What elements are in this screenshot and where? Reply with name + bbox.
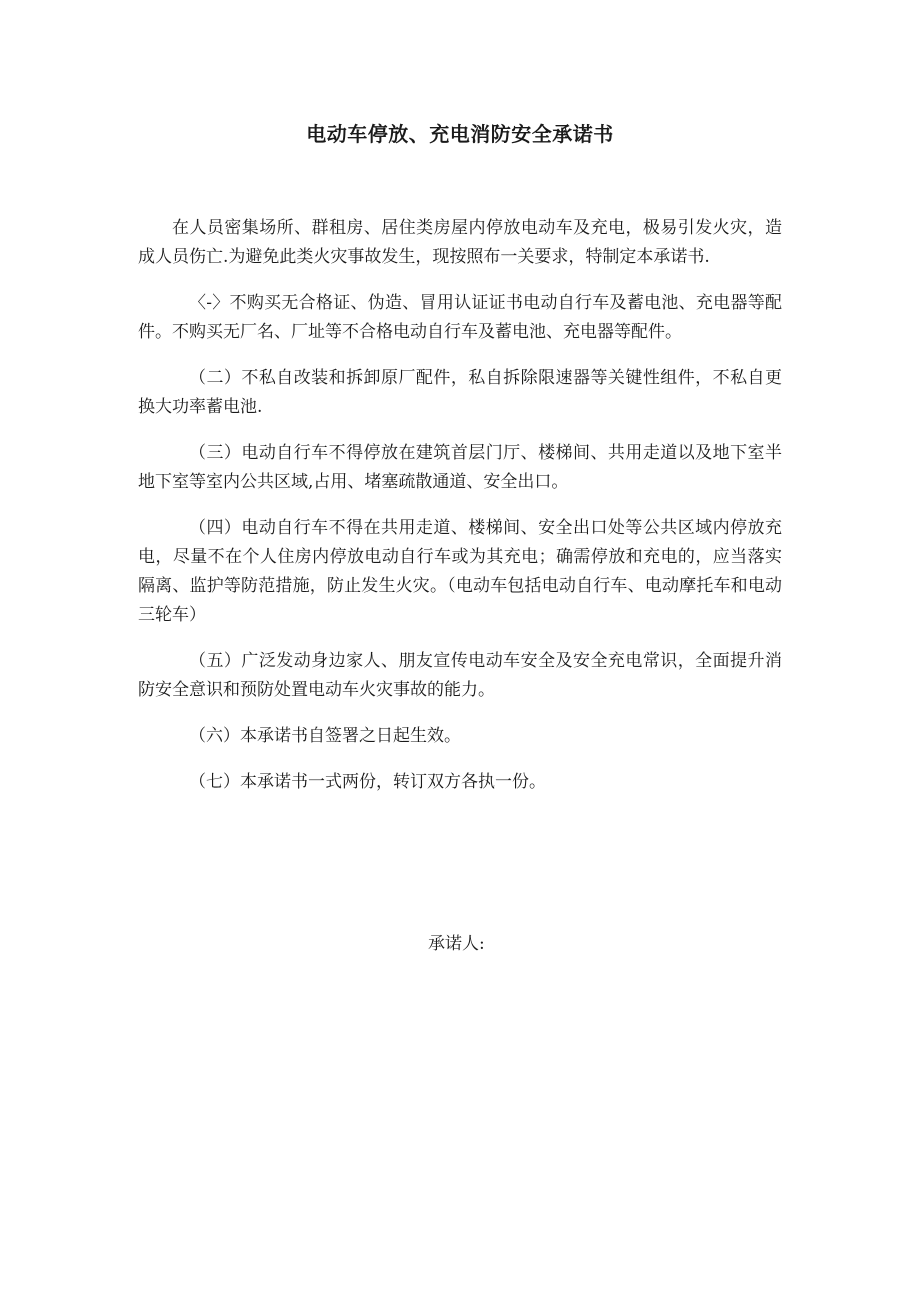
- clause-1: 〈-〉不购买无合格证、伪造、冒用认证证书电动自行车及蓄电池、充电器等配件。不购买无厂名、厂址等不合格电动自行车及蓄电池、充电器等配件。: [138, 293, 782, 342]
- clause-4: （四）电动自行车不得在共用走道、楼梯间、安全出口处等公共区域内停放充电，尽量不在个人住房内停放电动自行车或为其充电；确需停放和充电的，应当落实隔离、监护等防范措施，防止发生火灾。（电动车包括电动自行车、电动摩托车和电动三轮车）: [138, 518, 782, 625]
- clause-7: （七）本承诺书一式两份，转订双方各执一份。: [189, 772, 546, 792]
- signature-label: 承诺人:: [428, 934, 485, 954]
- clause-6: （六）本承诺书自签署之日起生效。: [189, 726, 461, 746]
- clause-3: （三）电动自行车不得停放在建筑首层门厅、楼梯间、共用走道以及地下室半地下室等室内公共区域,占用、堵塞疏散通道、安全出口。: [138, 443, 782, 492]
- intro-paragraph: 在人员密集场所、群租房、居住类房屋内停放电动车及充电，极易引发火灾，造成人员伤亡.为避免此类火灾事故发生，现按照布一关要求，特制定本承诺书.: [138, 218, 782, 267]
- document-title: 电动车停放、充电消防安全承诺书: [306, 122, 614, 146]
- document-body: [138, 214, 782, 814]
- clause-2: （二）不私自改装和拆卸原厂配件，私自拆除限速器等关键性组件，不私自更换大功率蓄电池.: [138, 368, 782, 417]
- clause-5: （五）广泛发动身边家人、朋友宣传电动车安全及安全充电常识，全面提升消防安全意识和预防处置电动车火灾事故的能力。: [138, 651, 782, 700]
